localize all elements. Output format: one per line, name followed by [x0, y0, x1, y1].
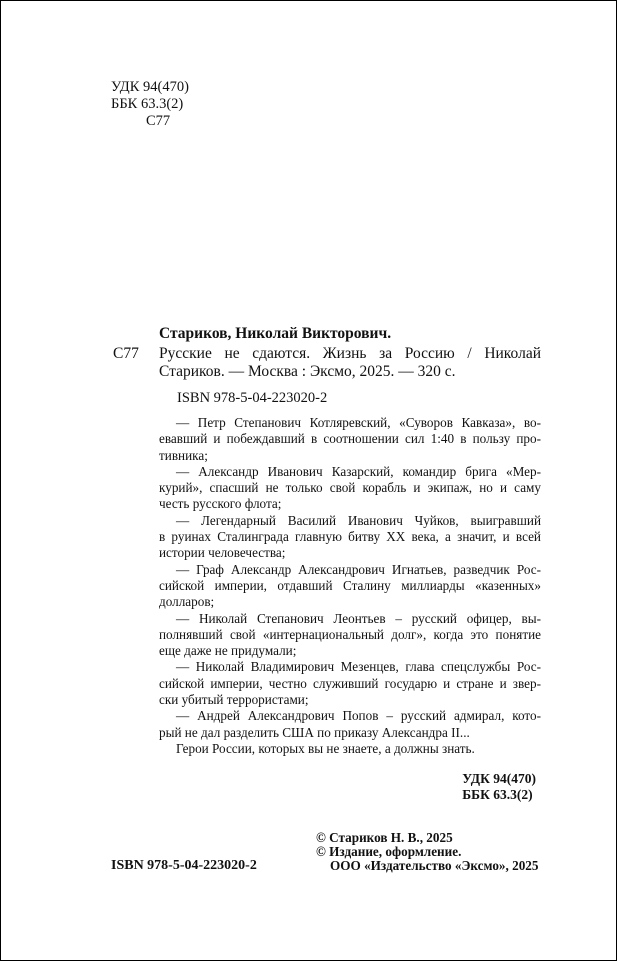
author-heading: Стариков, Николай Викторович. — [159, 325, 392, 342]
annotation-line: честь русского флота; — [159, 496, 282, 512]
author-mark: С77 — [146, 113, 171, 129]
annotation-line: — Николай Владимирович Мезенцев, глава спецслужбы Рос- — [176, 659, 541, 675]
annotation-line: — Граф Александр Александрович Игнатьев, разведчик Рос- — [176, 561, 541, 577]
annotation-line: еще даже не придумали; — [159, 643, 297, 659]
annotation-line: — Александр Иванович Казарский, командир брига «Мер- — [176, 463, 541, 479]
record-isbn: ISBN 978-5-04-223020-2 — [177, 390, 328, 406]
annotation-line: рый не дал разделить США по приказу Александра II... — [159, 724, 470, 740]
bbk-code-bottom: ББК 63.3(2) — [462, 786, 533, 802]
annotation-line: — Андрей Александрович Попов – русский адмирал, кото- — [176, 708, 541, 724]
annotation-text — [159, 415, 541, 757]
record-author-mark: С77 — [113, 345, 139, 362]
imprint-isbn: ISBN 978-5-04-223020-2 — [111, 858, 257, 873]
copyright-publisher: ООО «Издательство «Эксмо», 2025 — [330, 858, 539, 873]
udk-code: УДК 94(470) — [111, 79, 189, 95]
copyright-author: © Стариков Н. В., 2025 — [316, 830, 453, 845]
bbk-code: ББК 63.3(2) — [111, 96, 184, 112]
title-line: Стариков. — Москва : Эксмо, 2025. — 320 с. — [159, 363, 456, 380]
annotation-line: — Петр Степанович Котляревский, «Суворов Кавказа», во- — [176, 415, 541, 430]
annotation-line: ски убитый террористами; — [159, 692, 309, 708]
bottom-classification — [462, 771, 536, 802]
annotation-line: сийской империи, честно служивший государю и стране и звер- — [159, 675, 541, 691]
title-description — [159, 345, 541, 381]
copyright-block — [316, 831, 539, 873]
annotation-line: сийской империи, отдавший Сталину миллиарды «казенных» — [159, 577, 541, 593]
annotation-line: истории человечества; — [159, 545, 286, 561]
annotation-line: в руинах Сталинграда главную битву XX века, а значит, и всей — [159, 529, 541, 545]
udk-code-bottom: УДК 94(470) — [462, 771, 536, 786]
copyright-edition: © Издание, оформление. — [316, 844, 462, 859]
annotation-line: курий», спасший не только свой корабль и экипаж, но и саму — [159, 480, 541, 496]
annotation-line: — Легендарный Василий Иванович Чуйков, выигравший — [176, 512, 541, 528]
annotation-line: долларов; — [159, 594, 215, 610]
annotation-line: тивника; — [159, 447, 208, 463]
annotation-line: Герои России, которых вы не знаете, а должны знать. — [176, 740, 475, 756]
annotation-line: полнявший свой «интернациональный долг», когда это понятие — [159, 626, 541, 642]
annotation-line: — Николай Степанович Леонтьев – русский офицер, вы- — [176, 610, 541, 626]
classification-block — [111, 79, 189, 130]
annotation-line: евавший и побеждавший в соотношении сил 1:40 в пользу про- — [159, 431, 541, 447]
title-line: Русские не сдаются. Жизнь за Россию / Николай — [159, 345, 541, 362]
